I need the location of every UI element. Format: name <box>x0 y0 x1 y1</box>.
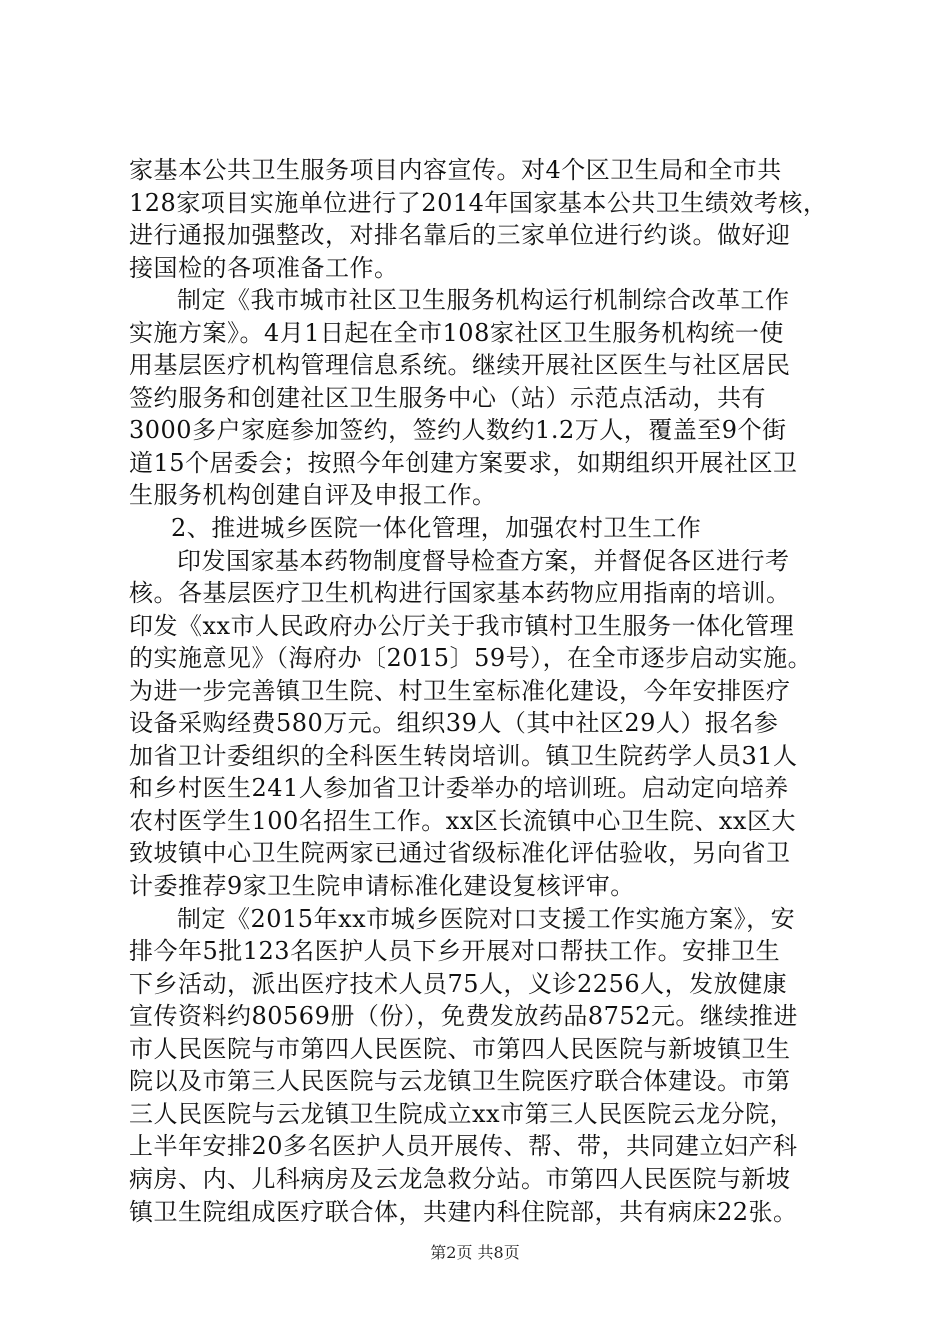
text-line: 印发《xx市人民政府办公厅关于我市镇村卫生服务一体化管理 <box>129 611 795 640</box>
text-line: 道15个居委会；按照今年创建方案要求，如期组织开展社区卫 <box>129 448 798 477</box>
text-line: 制定《我市城市社区卫生服务机构运行机制综合改革工作 <box>177 286 790 315</box>
text-line: 制定《2015年xx市城乡医院对口支援工作实施方案》，安 <box>177 904 796 933</box>
text-line: 印发国家基本药物制度督导检查方案，并督促各区进行考 <box>177 546 790 575</box>
text-line: 下乡活动，派出医疗技术人员75人，义诊2256人，发放健康 <box>129 969 788 998</box>
text-line: 的实施意见》（海府办〔2015〕59号），在全市逐步启动实施。 <box>129 644 813 673</box>
text-line: 致坡镇中心卫生院两家已通过省级标准化评估验收，另向省卫 <box>129 839 791 868</box>
text-line: 院以及市第三人民医院与云龙镇卫生院医疗联合体建设。市第 <box>129 1067 791 1096</box>
text-line: 加省卫计委组织的全科医生转岗培训。镇卫生院药学人员31人 <box>129 741 798 770</box>
document-body <box>129 154 829 1228</box>
text-line: 2、推进城乡医院一体化管理，加强农村卫生工作 <box>171 514 702 543</box>
text-line: 为进一步完善镇卫生院、村卫生室标准化建设，今年安排医疗 <box>129 676 791 705</box>
text-line: 市人民医院与市第四人民医院、市第四人民医院与新坡镇卫生 <box>129 1034 791 1063</box>
text-line: 接国检的各项准备工作。 <box>129 253 399 282</box>
page-footer: 第2页 共8页 <box>430 1243 520 1262</box>
text-line: 用基层医疗机构管理信息系统。继续开展社区医生与社区居民 <box>129 351 791 380</box>
text-line: 3000多户家庭参加签约，签约人数约1.2万人，覆盖至9个街 <box>129 416 787 445</box>
text-line: 进行通报加强整改，对排名靠后的三家单位进行约谈。做好迎 <box>129 221 791 250</box>
text-line: 排今年5批123名医护人员下乡开展对口帮扶工作。安排卫生 <box>129 937 781 966</box>
text-line: 128家项目实施单位进行了2014年国家基本公共卫生绩效考核， <box>129 188 828 217</box>
text-line: 镇卫生院组成医疗联合体，共建内科住院部，共有病床22张。 <box>129 1197 798 1226</box>
text-line: 农村医学生100名招生工作。xx区长流镇中心卫生院、xx区大 <box>129 806 796 835</box>
text-line: 生服务机构创建自评及申报工作。 <box>129 481 497 510</box>
text-line: 三人民医院与云龙镇卫生院成立xx市第三人民医院云龙分院， <box>129 1099 795 1128</box>
text-line: 实施方案》。4月1日起在全市108家社区卫生服务机构统一使 <box>129 318 784 347</box>
text-line: 计委推荐9家卫生院申请标准化建设复核评审。 <box>129 872 635 901</box>
text-line: 签约服务和创建社区卫生服务中心（站）示范点活动，共有 <box>129 383 766 412</box>
text-line: 上半年安排20多名医护人员开展传、帮、带，共同建立妇产科 <box>129 1132 798 1161</box>
text-line: 设备采购经费580万元。组织39人（其中社区29人）报名参 <box>129 709 779 738</box>
text-line: 宣传资料约80569册（份），免费发放药品8752元。继续推进 <box>129 1002 798 1031</box>
text-line: 核。各基层医疗卫生机构进行国家基本药物应用指南的培训。 <box>129 579 791 608</box>
text-line: 家基本公共卫生服务项目内容宣传。对4个区卫生局和全市共 <box>129 156 782 184</box>
text-line: 和乡村医生241人参加省卫计委举办的培训班。启动定向培养 <box>129 774 789 803</box>
text-line: 病房、内、儿科病房及云龙急救分站。市第四人民医院与新坡 <box>129 1164 791 1193</box>
